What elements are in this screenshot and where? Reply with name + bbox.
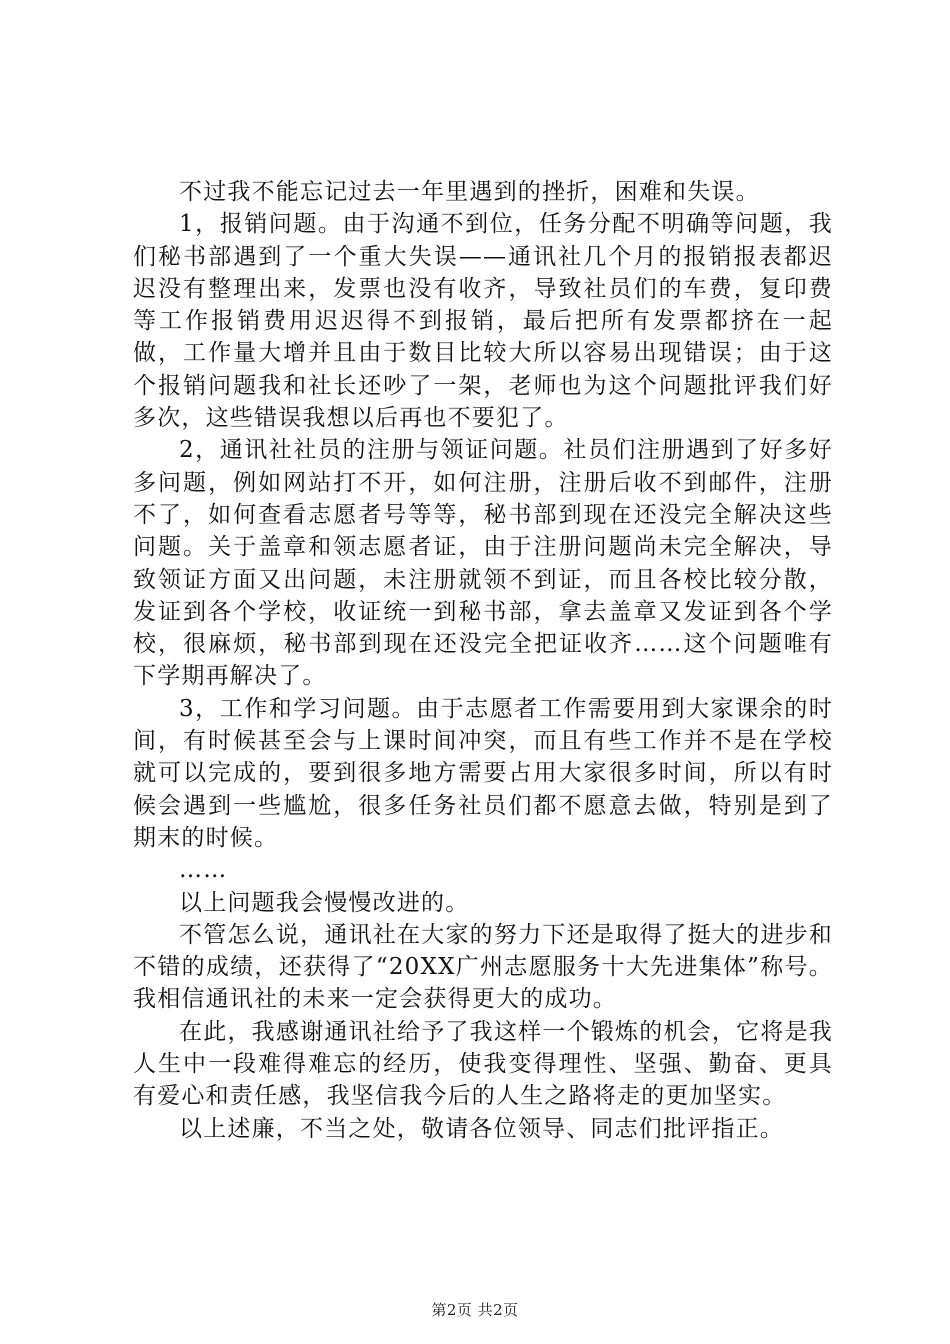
paragraph-closing: 以上述廉，不当之处，敬请各位领导、同志们批评指正。 (179, 1115, 784, 1142)
paragraph-item-1: 1，报销问题。由于沟通不到位，任务分配不明确等问题，我们秘书部遇到了一个重大失误——通讯社几个月的报销报表都迟迟没有整理出来，发票也没有收齐，导致社员们的车费，复印费等工作报销费用迟迟得不到报销，最后把所有发票都挤在一起做，工作量大增并且由于数目比较大所以容易出现错误；由于这个报销问题我和社长还吵了一架，老师也为这个问题批评我们好多次，这些错误我想以后再也不要犯了。 (133, 211, 833, 432)
paragraph-thanks: 在此，我感谢通讯社给予了我这样一个锻炼的机会，它将是我人生中一段难得难忘的经历，使我变得理性、坚强、勤奋、更具有爱心和责任感，我坚信我今后的人生之路将走的更加坚实。 (133, 1018, 833, 1110)
paragraph-intro: 不过我不能忘记过去一年里遇到的挫折，困难和失误。 (179, 179, 760, 205)
document-body (133, 176, 833, 1145)
paragraph-item-3: 3，工作和学习问题。由于志愿者工作需要用到大家课余的时间，有时候甚至会与上课时间冲突，而且有些工作并不是在学校就可以完成的，要到很多地方需要占用大家很多时间，所以有时候会遇到一些尴尬，很多任务社员们都不愿意去做，特别是到了期末的时候。 (133, 695, 833, 851)
page-number-footer: 第2页 共2页 (431, 1301, 519, 1319)
paragraph-ellipsis: …… (179, 857, 228, 884)
paragraph-achievement: 不管怎么说，通讯社在大家的努力下还是取得了挺大的进步和不错的成绩，还获得了“20XX广州志愿服务十大先进集体”称号。我相信通讯社的未来一定会获得更大的成功。 (133, 921, 833, 1013)
paragraph-improve: 以上问题我会慢慢改进的。 (179, 889, 470, 916)
paragraph-item-2: 2，通讯社社员的注册与领证问题。社员们注册遇到了好多好多问题，例如网站打不开，如何注册，注册后收不到邮件，注册不了，如何查看志愿者号等等，秘书部到现在还没完全解决这些问题。关于盖章和领志愿者证，由于注册问题尚未完全解决，导致领证方面又出问题，未注册就领不到证，而且各校比较分散，发证到各个学校，收证统一到秘书部，拿去盖章又发证到各个学校，很麻烦，秘书部到现在还没完全把证收齐……这个问题唯有下学期再解决了。 (133, 437, 833, 690)
